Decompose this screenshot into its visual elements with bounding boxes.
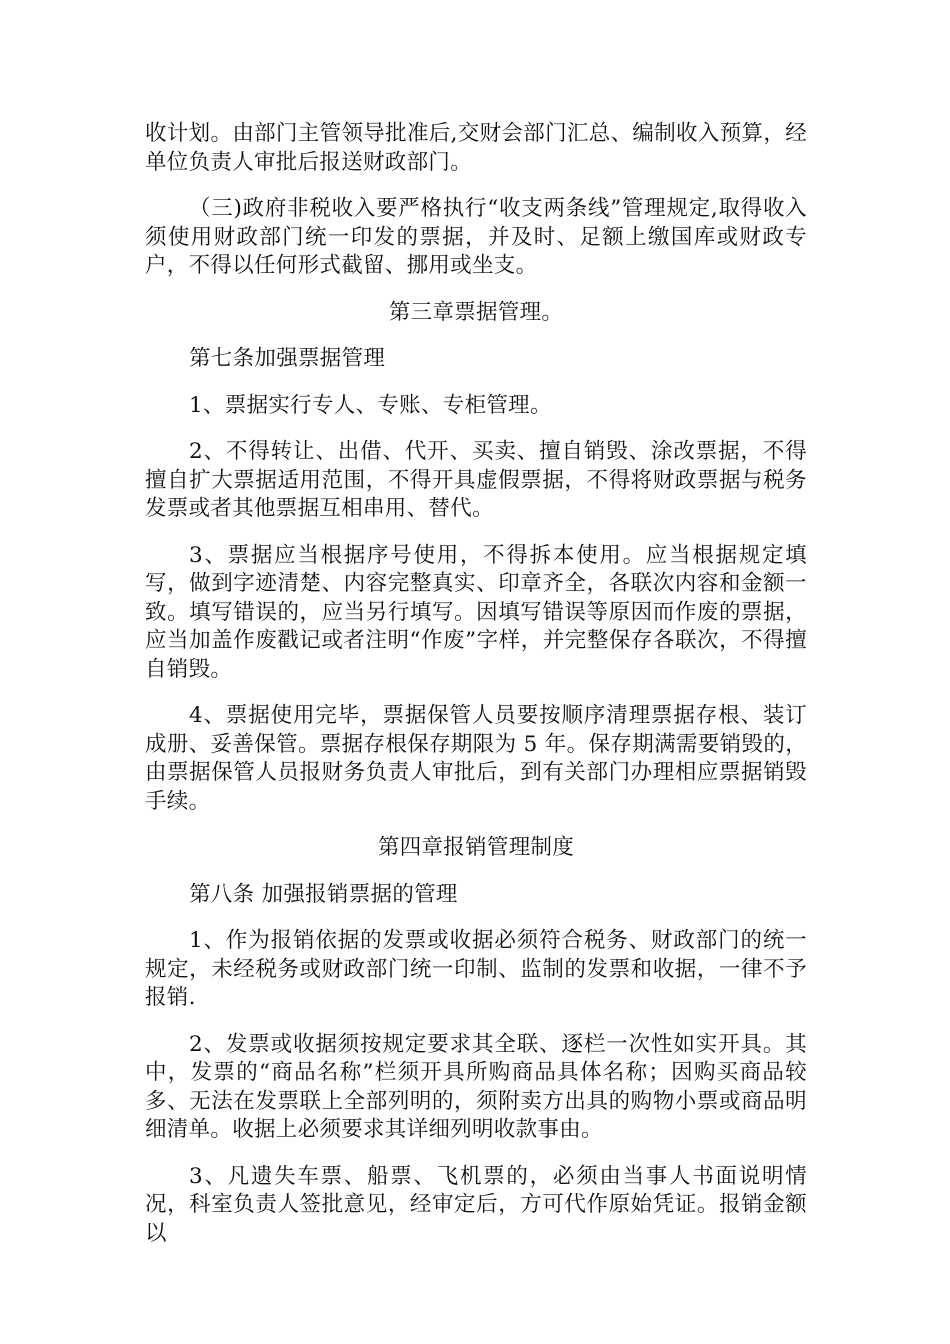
paragraph: 2、不得转让、出借、代开、买卖、擅自销毁、涂改票据，不得擅自扩大票据适用范围，不得开具虚假票据，不得将财政票据与税务发票或者其他票据互相串用、替代。: [145, 439, 807, 521]
chapter-heading: 第四章报销管理制度: [377, 835, 575, 860]
paragraph: 3、凡遗失车票、船票、飞机票的，必须由当事人书面说明情况，科室负责人签批意见，经审定后，方可代作原始凭证。报销金额以: [145, 1163, 807, 1246]
chapter-heading: 第三章票据管理。: [388, 299, 564, 325]
paragraph: 收计划。由部门主管领导批准后,交财会部门汇总、编制收入预算，经单位负责人审批后报送财政部门。: [145, 121, 807, 175]
paragraph: 2、发票或收据须按规定要求其全联、逐栏一次性如实开具。其中，发票的“商品名称”栏须开具所购商品具体名称；因购买商品较多、无法在发票联上全部列明的，须附卖方出具的购物小票或商品明细清单。收据上必须要求其详细列明收款事由。: [145, 1031, 807, 1142]
paragraph: 1、票据实行专人、专账、专柜管理。: [189, 392, 552, 418]
paragraph: 4、票据使用完毕，票据保管人员要按顺序清理票据存根、装订成册、妥善保管。票据存根保存期限为 5 年。保存期满需要销毁的，由票据保管人员报财务负责人审批后，到有关部门办理相应票据销毁手续。: [145, 703, 807, 814]
paragraph: 1、作为报销依据的发票或收据必须符合税务、财政部门的统一规定，未经税务或财政部门统一印制、监制的发票和收据，一律不予报销.: [145, 928, 807, 1010]
paragraph: （三)政府非税收入要严格执行“收支两条线”管理规定,取得收入须使用财政部门统一印发的票据，并及时、足额上缴国库或财政专户，不得以任何形式截留、挪用或坐支。: [145, 196, 807, 278]
paragraph: 3、票据应当根据序号使用，不得拆本使用。应当根据规定填写，做到字迹清楚、内容完整真实、印章齐全，各联次内容和金额一致。填写错误的，应当另行填写。因填写错误等原因而作废的票据，应当加盖作废戳记或者注明“作废”字样，并完整保存各联次，不得擅自销毁。: [145, 542, 807, 682]
document-page: [145, 120, 807, 1266]
article-title: 第七条加强票据管理: [189, 346, 386, 371]
article-title: 第八条 加强报销票据的管理: [189, 881, 458, 907]
